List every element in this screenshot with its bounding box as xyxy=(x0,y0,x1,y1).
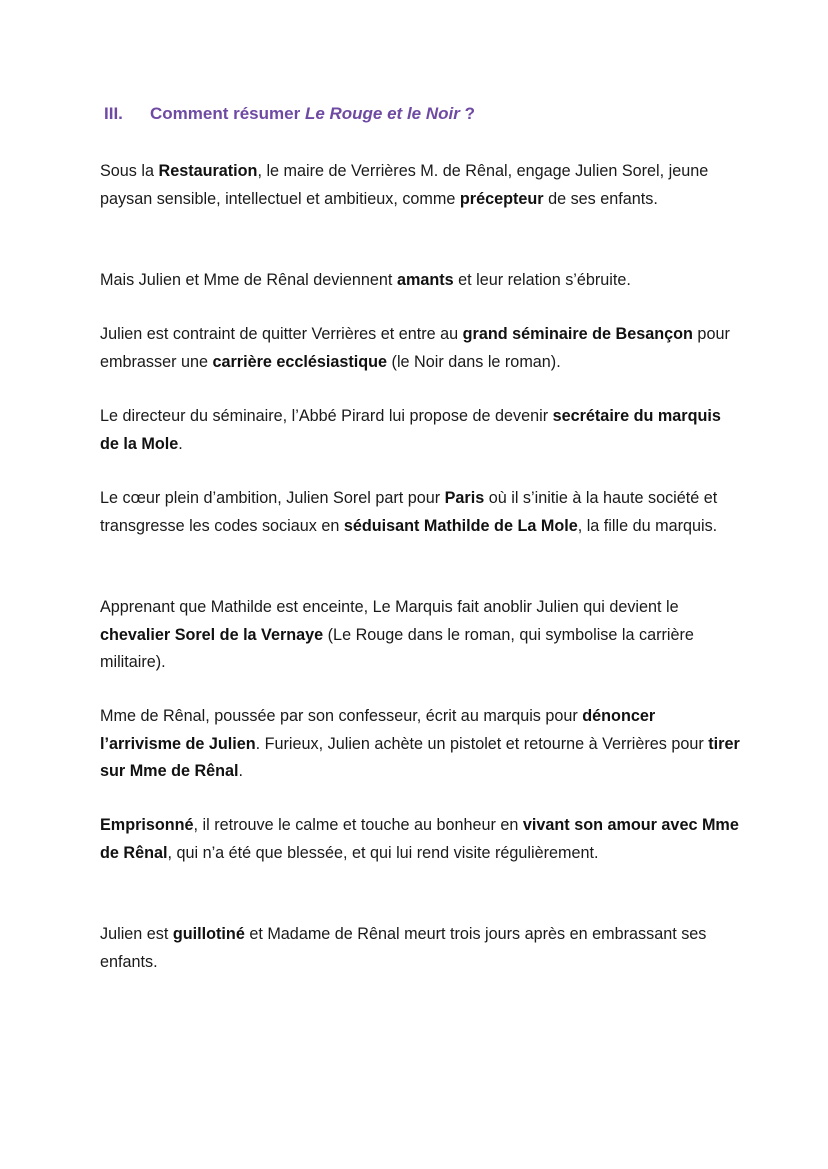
emphasized-text: dénoncer l’arrivisme de Julien xyxy=(100,707,656,753)
paragraph-text: et Madame de Rênal meurt trois jours après en embrassant ses enfants. xyxy=(100,925,707,971)
emphasized-text: carrière ecclésiastique xyxy=(212,352,388,371)
emphasized-text: amants xyxy=(396,271,454,289)
paragraph xyxy=(100,485,740,540)
paragraph-text: . Furieux, Julien achète un pistolet et retourne à Verrières pour xyxy=(255,734,709,753)
paragraph-text: pour embrasser une xyxy=(100,325,730,371)
paragraph xyxy=(100,158,740,213)
paragraph xyxy=(100,703,740,786)
emphasized-text: secrétaire du marquis de la Mole xyxy=(100,407,721,453)
paragraph-text: , qui n’a été que blessée, et qui lui rend visite régulièrement. xyxy=(167,843,599,862)
section-number: III. xyxy=(104,104,123,123)
emphasized-text: Restauration xyxy=(158,162,258,180)
paragraph-text: Le cœur plein d’ambition, Julien Sorel part pour xyxy=(100,489,445,507)
emphasized-text: vivant son amour avec Mme de Rênal xyxy=(100,816,739,862)
paragraph-text: (Le Rouge dans le roman, qui symbolise la carrière militaire). xyxy=(100,625,694,671)
emphasized-text: Paris xyxy=(444,489,485,507)
heading-text-after: ? xyxy=(459,104,475,123)
heading-book-title: Le Rouge et le Noir xyxy=(304,104,460,123)
paragraph xyxy=(100,594,740,677)
emphasized-text: grand séminaire de Besançon xyxy=(462,325,693,343)
emphasized-text: précepteur xyxy=(459,189,544,208)
paragraph xyxy=(100,812,740,867)
paragraph-text: Julien est contraint de quitter Verrières et entre au xyxy=(100,325,463,343)
emphasized-text: chevalier Sorel de la Vernaye xyxy=(100,625,324,644)
paragraph-text: . xyxy=(178,434,183,453)
paragraph-text: , la fille du marquis. xyxy=(577,516,718,535)
emphasized-text: Emprisonné xyxy=(100,816,194,834)
paragraph-text: Mme de Rênal, poussée par son confesseur, écrit au marquis pour xyxy=(100,707,583,725)
emphasized-text: tirer sur Mme de Rênal xyxy=(100,734,740,780)
heading-text-before: Comment résumer xyxy=(150,104,305,123)
paragraph xyxy=(100,267,740,295)
paragraph-text: où il s’initie à la haute société et transgresse les codes sociaux en xyxy=(100,489,718,535)
paragraph xyxy=(100,321,740,376)
paragraph-text: Le directeur du séminaire, l’Abbé Pirard lui propose de devenir xyxy=(100,407,553,425)
section-heading xyxy=(104,102,475,126)
paragraph-text: (le Noir dans le roman). xyxy=(387,352,561,371)
paragraph xyxy=(100,921,740,976)
paragraph-text: . xyxy=(238,762,244,780)
paragraph-text: , il retrouve le calme et touche au bonheur en xyxy=(193,816,523,834)
paragraph-text: Sous la xyxy=(100,162,159,180)
emphasized-text: guillotiné xyxy=(172,925,245,943)
paragraph-text: Apprenant que Mathilde est enceinte, Le Marquis fait anoblir Julien qui devient le xyxy=(100,598,679,616)
paragraph-text: Mais Julien et Mme de Rênal deviennent xyxy=(100,271,397,289)
paragraph-text: et leur relation s’ébruite. xyxy=(453,271,631,289)
paragraph-text: de ses enfants. xyxy=(543,189,658,208)
paragraph-text: Julien est xyxy=(100,925,173,943)
paragraph-text: , le maire de Verrières M. de Rênal, engage Julien Sorel, jeune paysan sensible, intellectuel et ambitieux, comme xyxy=(100,162,709,208)
emphasized-text: séduisant Mathilde de La Mole xyxy=(343,516,578,535)
paragraph xyxy=(100,403,740,458)
